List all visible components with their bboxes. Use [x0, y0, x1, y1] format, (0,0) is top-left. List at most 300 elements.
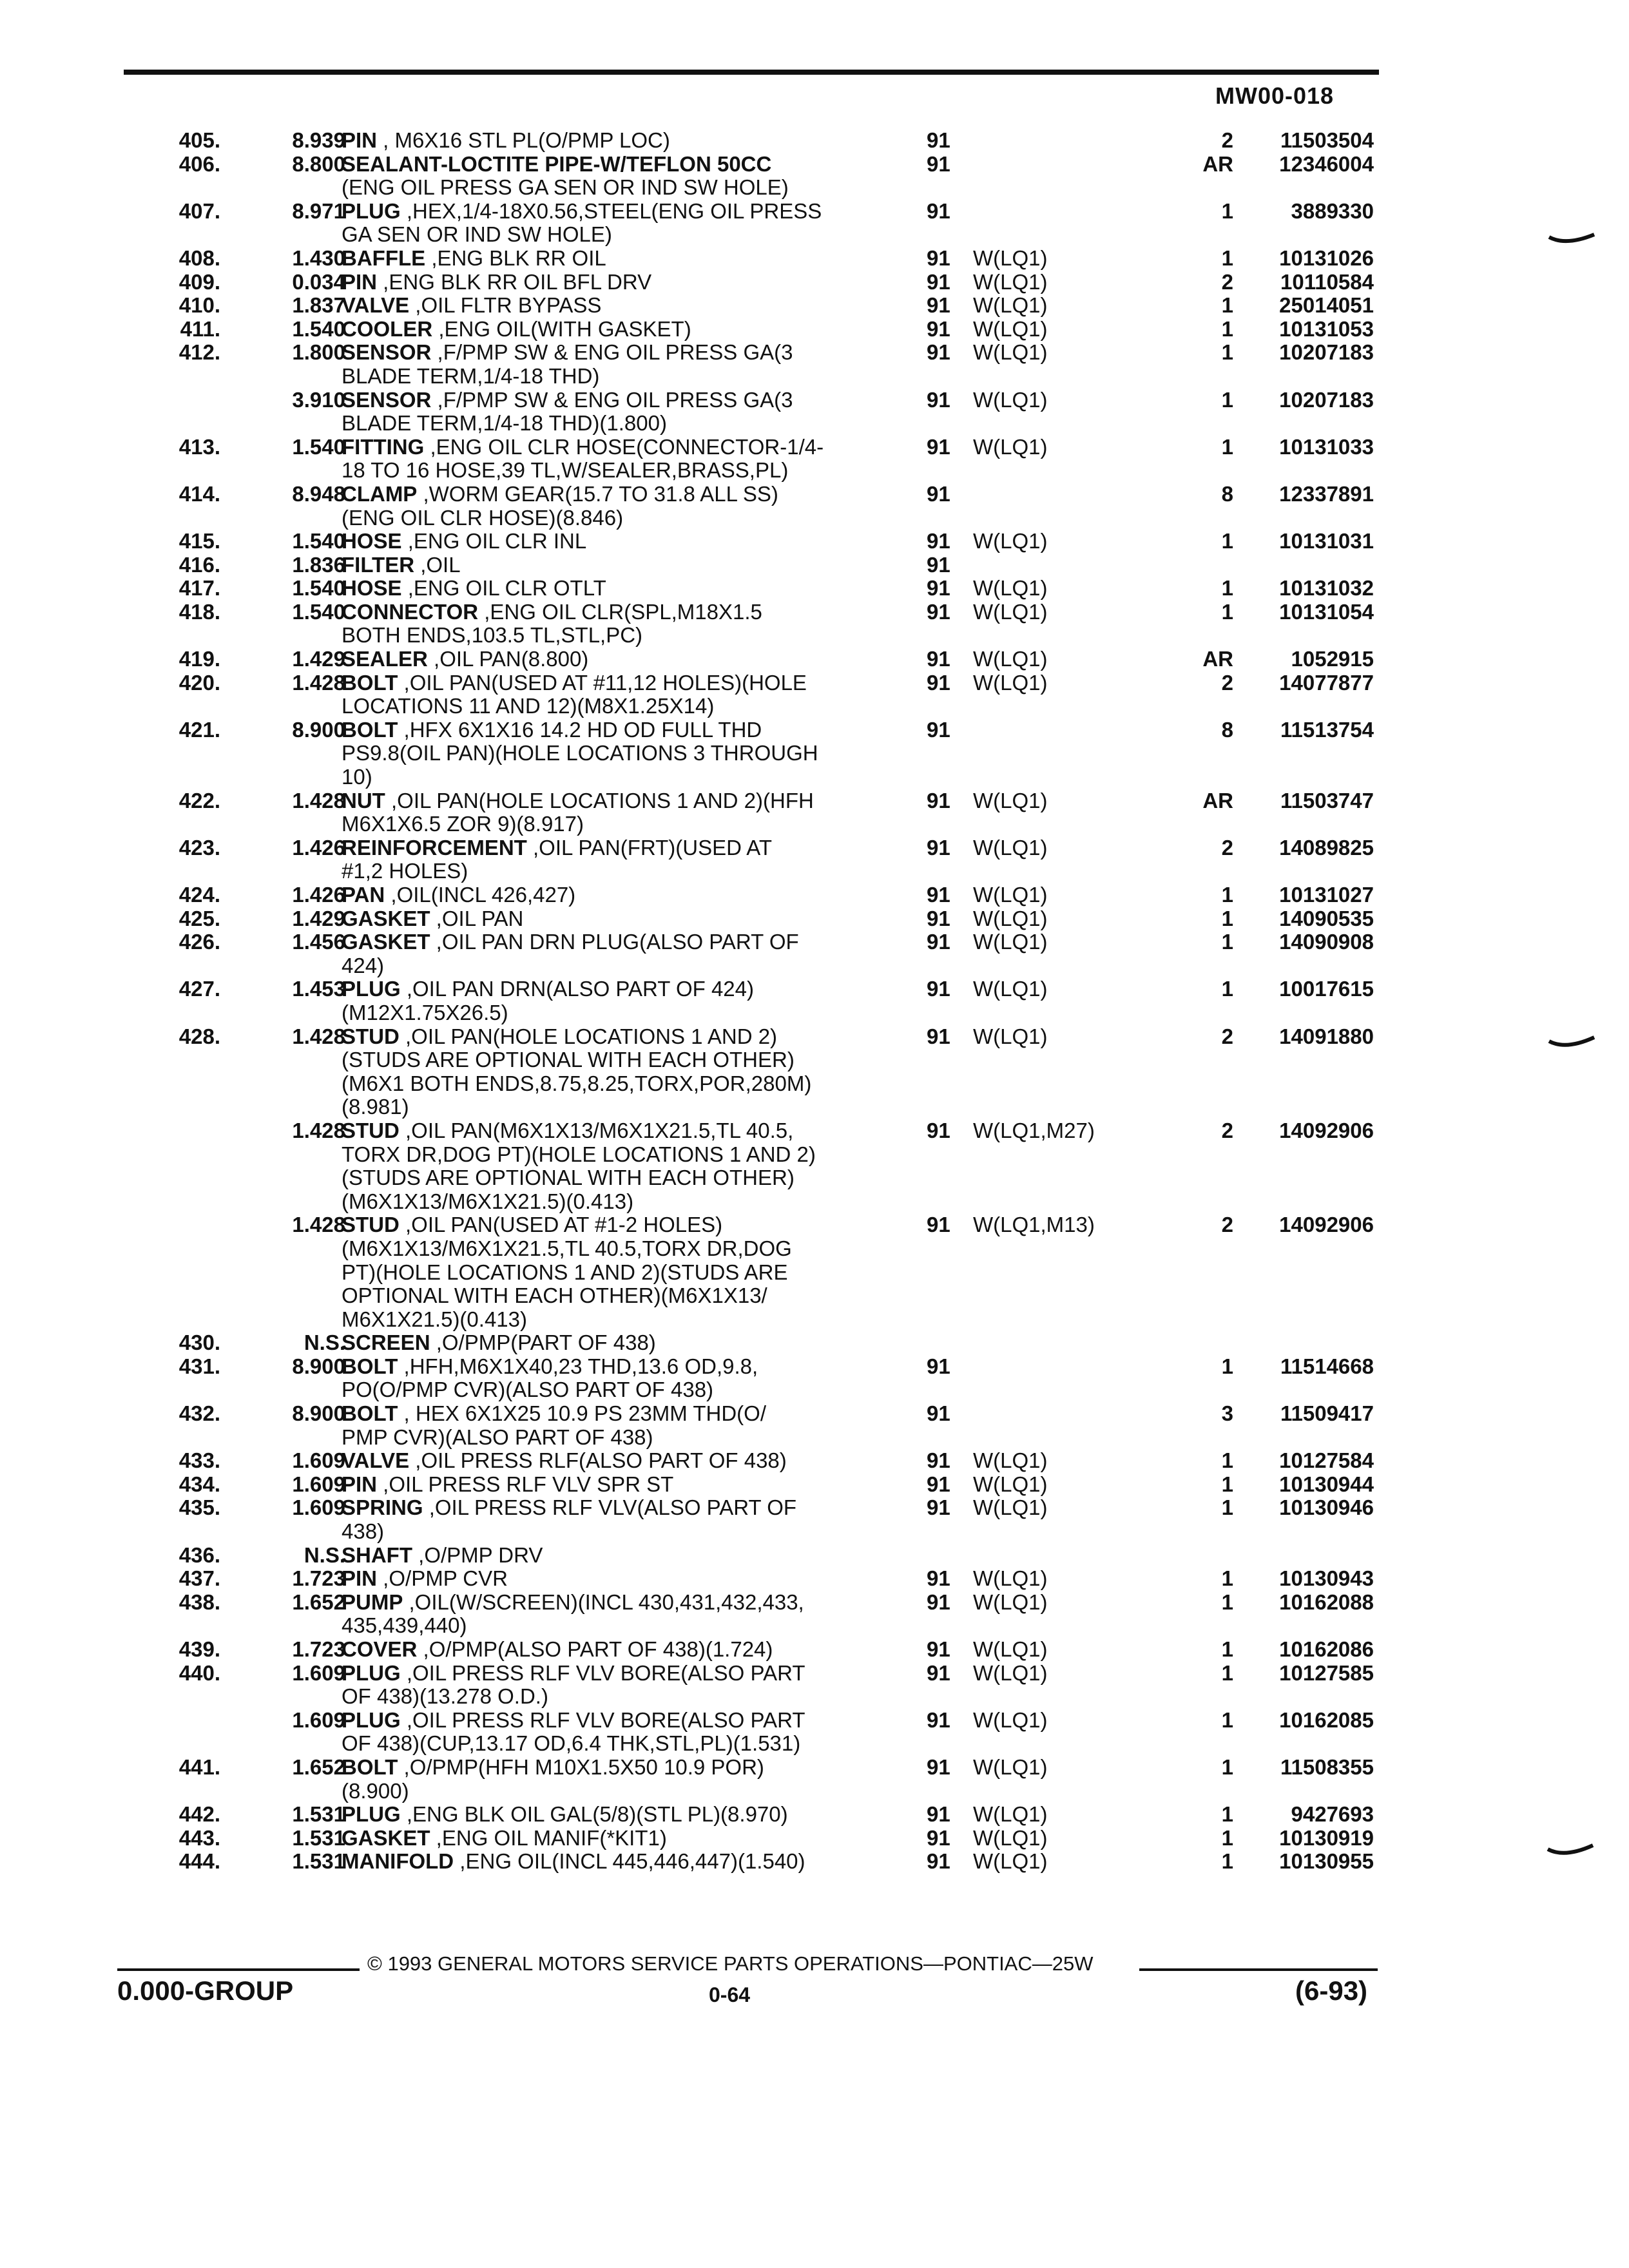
usage-code: W(LQ1)	[973, 1495, 1048, 1520]
item-number: 425.	[178, 906, 220, 930]
parts-entry	[149, 1638, 1374, 1662]
group-number: 1.428	[292, 1118, 345, 1142]
entry-line	[149, 671, 1374, 695]
item-number: 444.	[178, 1849, 220, 1874]
part-name: BOLT	[342, 1354, 398, 1378]
entry-line	[149, 389, 1374, 412]
part-description	[342, 129, 1012, 153]
parts-entry	[149, 271, 1374, 294]
entry-line	[149, 530, 1374, 553]
part-number: 10017615	[1279, 977, 1374, 1001]
margin-mark	[1545, 1838, 1597, 1863]
entry-line	[149, 1827, 1374, 1850]
item-number: 413.	[178, 434, 220, 459]
model-year: 91	[927, 198, 950, 223]
part-description	[342, 883, 1012, 907]
quantity: 2	[1221, 670, 1233, 695]
entry-line	[149, 718, 1374, 742]
part-description	[342, 1567, 1012, 1591]
model-year: 91	[927, 1213, 950, 1237]
group-number: 1.430	[292, 245, 345, 270]
item-number: 411.	[180, 316, 220, 341]
parts-entry	[149, 1803, 1374, 1827]
parts-entry	[149, 1591, 1374, 1638]
model-year: 91	[927, 1590, 950, 1614]
part-name: STUD	[342, 1024, 400, 1048]
group-number: 1.429	[292, 906, 345, 930]
group-number: 1.800	[292, 340, 345, 365]
part-name: PAN	[342, 883, 385, 907]
quantity: 1	[1221, 1495, 1233, 1520]
group-number: 1.723	[292, 1637, 345, 1661]
entry-continuation-line	[149, 1001, 1374, 1025]
part-description-continued: BOTH ENDS,103.5 TL,STL,PC)	[342, 623, 643, 648]
usage-code: W(LQ1)	[973, 316, 1048, 341]
part-description	[342, 907, 1012, 931]
usage-code: W(LQ1)	[973, 1448, 1048, 1473]
parts-entry	[149, 1025, 1374, 1119]
quantity: 1	[1221, 1566, 1233, 1591]
part-description	[342, 1473, 1012, 1497]
part-number: 11503747	[1280, 788, 1374, 812]
model-year: 91	[927, 340, 950, 365]
part-name: PLUG	[342, 198, 401, 223]
item-number: 412.	[178, 340, 220, 365]
entry-line	[149, 294, 1374, 318]
part-description-continued: (M6X1 BOTH ENDS,8.75,8.25,TORX,POR,280M)	[342, 1071, 812, 1095]
part-description	[342, 1496, 1012, 1520]
model-year: 91	[927, 1707, 950, 1732]
part-details: ,ENG OIL CLR(SPL,M18X1.5	[478, 599, 762, 624]
part-name: COVER	[342, 1637, 418, 1661]
group-number: 1.429	[292, 647, 345, 671]
usage-code: W(LQ1)	[973, 387, 1048, 412]
parts-entry	[149, 247, 1374, 271]
parts-entry	[149, 1850, 1374, 1874]
quantity: 1	[1221, 340, 1233, 365]
entry-line	[149, 1756, 1374, 1780]
group-number: N.S.	[304, 1542, 345, 1567]
part-name: PUMP	[342, 1590, 403, 1614]
group-number: 1.540	[292, 316, 345, 341]
usage-code: W(LQ1)	[973, 647, 1048, 671]
part-description	[342, 1449, 1012, 1473]
part-description-continued: OPTIONAL WITH EACH OTHER)(M6X1X13/	[342, 1283, 767, 1308]
entry-continuation-line	[149, 1166, 1374, 1190]
quantity: 1	[1221, 930, 1233, 954]
part-name: BOLT	[342, 1754, 398, 1779]
parts-list	[149, 129, 1374, 1874]
model-year: 91	[927, 128, 950, 152]
item-number: 406.	[178, 151, 220, 176]
part-details: ,O/PMP DRV	[412, 1542, 543, 1567]
item-number: 433.	[178, 1448, 220, 1473]
part-name: GASKET	[342, 930, 430, 954]
entry-line	[149, 930, 1374, 954]
group-number: 8.800	[292, 151, 345, 176]
part-name: SEALANT-LOCTITE PIPE-W/TEFLON 50CC	[342, 151, 772, 176]
parts-entry	[149, 129, 1374, 153]
item-number: 440.	[178, 1660, 220, 1685]
part-number: 14090535	[1279, 906, 1374, 930]
quantity: 1	[1221, 883, 1233, 907]
entry-line	[149, 1496, 1374, 1520]
group-number: 1.609	[292, 1495, 345, 1520]
part-details: ,OIL	[414, 552, 461, 577]
part-description-continued: BLADE TERM,1/4-18 THD)(1.800)	[342, 411, 667, 436]
part-description-continued: M6X1X21.5)(0.413)	[342, 1307, 527, 1331]
entry-line	[149, 271, 1374, 294]
quantity: 8	[1221, 717, 1233, 742]
usage-code: W(LQ1,M27)	[973, 1118, 1095, 1142]
usage-code: W(LQ1)	[973, 1660, 1048, 1685]
item-number: 418.	[178, 599, 220, 624]
parts-entry	[149, 553, 1374, 577]
part-details: ,OIL PAN DRN PLUG(ALSO PART OF	[430, 930, 799, 954]
parts-entry	[149, 1756, 1374, 1803]
item-number: 407.	[178, 198, 220, 223]
part-description	[342, 553, 1012, 577]
item-number: 417.	[178, 576, 220, 601]
part-details: ,ENG BLK OIL GAL(5/8)(STL PL)(8.970)	[400, 1802, 788, 1827]
part-details: ,ENG BLK RR OIL	[425, 245, 606, 270]
group-number: 8.948	[292, 481, 345, 506]
usage-code: W(LQ1)	[973, 1637, 1048, 1661]
part-description	[342, 930, 1012, 954]
group-number: 1.652	[292, 1754, 345, 1779]
entry-continuation-line	[149, 506, 1374, 530]
item-number: 431.	[178, 1354, 220, 1378]
entry-line	[149, 1638, 1374, 1662]
quantity: 2	[1221, 1024, 1233, 1048]
part-number: 10207183	[1279, 387, 1374, 412]
part-name: PIN	[342, 269, 378, 294]
part-name: CONNECTOR	[342, 599, 479, 624]
parts-entry	[149, 1496, 1374, 1543]
model-year: 91	[927, 434, 950, 459]
part-details: ,ENG OIL(INCL 445,446,447)(1.540)	[454, 1849, 805, 1874]
part-description-continued: OF 438)(CUP,13.17 OD,6.4 THK,STL,PL)(1.531)	[342, 1731, 801, 1756]
model-year: 91	[927, 387, 950, 412]
page-number: 0-64	[709, 1983, 751, 2006]
model-year: 91	[927, 1472, 950, 1496]
part-description	[342, 294, 1012, 318]
parts-entry	[149, 1544, 1374, 1568]
part-description	[342, 389, 1012, 412]
entry-line	[149, 789, 1374, 813]
entry-continuation-line	[149, 812, 1374, 836]
item-number: 438.	[178, 1590, 220, 1614]
copyright-notice: © 1993 GENERAL MOTORS SERVICE PARTS OPERATIONS—PONTIAC—25W	[367, 1952, 1094, 1975]
entry-line	[149, 977, 1374, 1001]
model-year: 91	[927, 1566, 950, 1591]
part-name: SENSOR	[342, 340, 432, 365]
part-description-continued: PMP CVR)(ALSO PART OF 438)	[342, 1425, 653, 1449]
part-number: 10130944	[1279, 1472, 1374, 1496]
part-details: ,ENG OIL MANIF(*KIT1)	[430, 1825, 667, 1850]
part-description	[342, 1638, 1012, 1662]
part-details: ,HEX,1/4-18X0.56,STEEL(ENG OIL PRESS	[400, 198, 822, 223]
part-number: 10127585	[1279, 1660, 1374, 1685]
entry-line	[149, 1213, 1374, 1237]
quantity: 1	[1221, 316, 1233, 341]
group-number: 1.453	[292, 977, 345, 1001]
part-description	[342, 1402, 1012, 1426]
parts-entry	[149, 577, 1374, 601]
part-details: ,F/PMP SW & ENG OIL PRESS GA(3	[431, 340, 793, 365]
part-name: PLUG	[342, 977, 401, 1001]
item-number: 435.	[178, 1495, 220, 1520]
part-name: FILTER	[342, 552, 415, 577]
entry-line	[149, 1119, 1374, 1143]
part-details: ,OIL PAN	[430, 906, 524, 930]
usage-code: W(LQ1)	[973, 434, 1048, 459]
entry-line	[149, 1473, 1374, 1497]
entry-continuation-line	[149, 1237, 1374, 1261]
part-description	[342, 977, 1012, 1001]
part-details: ,O/PMP CVR	[377, 1566, 508, 1591]
part-details: ,OIL FLTR BYPASS	[409, 293, 602, 318]
part-number: 14092906	[1279, 1213, 1374, 1237]
item-number: 428.	[178, 1024, 220, 1048]
group-number: 1.609	[292, 1707, 345, 1732]
usage-code: W(LQ1)	[973, 1566, 1048, 1591]
entry-line	[149, 153, 1374, 177]
item-number: 437.	[178, 1566, 220, 1591]
model-year: 91	[927, 788, 950, 812]
part-number: 9427693	[1291, 1802, 1374, 1827]
part-details: ,O/PMP(HFH M10X1.5X50 10.9 POR)	[398, 1754, 764, 1779]
part-description	[342, 1827, 1012, 1850]
quantity: 1	[1221, 576, 1233, 601]
parts-entry	[149, 200, 1374, 247]
quantity: 2	[1221, 1213, 1233, 1237]
part-details: ,ENG OIL(WITH GASKET)	[432, 316, 691, 341]
item-number: 415.	[178, 529, 220, 553]
margin-mark	[1547, 226, 1598, 251]
item-number: 430.	[178, 1331, 220, 1355]
model-year: 91	[927, 1495, 950, 1520]
part-description-continued: 424)	[342, 953, 385, 977]
part-description-continued: OF 438)(13.278 O.D.)	[342, 1684, 548, 1709]
group-number: 1.531	[292, 1849, 345, 1874]
entry-line	[149, 1402, 1374, 1426]
quantity: 1	[1221, 387, 1233, 412]
model-year: 91	[927, 883, 950, 907]
part-description-continued: TORX DR,DOG PT)(HOLE LOCATIONS 1 AND 2)	[342, 1142, 816, 1166]
parts-entry	[149, 294, 1374, 318]
part-details: ,ENG OIL CLR OTLT	[401, 576, 606, 601]
part-description	[342, 200, 1012, 224]
entry-line	[149, 1591, 1374, 1615]
quantity: 1	[1221, 1825, 1233, 1850]
part-details: ,OIL PAN DRN(ALSO PART OF 424)	[400, 977, 754, 1001]
entry-continuation-line	[149, 1048, 1374, 1072]
usage-code: W(LQ1)	[973, 1849, 1048, 1874]
part-details: ,ENG OIL CLR HOSE(CONNECTOR-1/4-	[424, 434, 824, 459]
parts-entry	[149, 318, 1374, 341]
part-number: 10131026	[1279, 245, 1374, 270]
part-details: ,OIL PAN(USED AT #1-2 HOLES)	[399, 1213, 723, 1237]
entry-line	[149, 1544, 1374, 1568]
part-details: ,ENG OIL CLR INL	[401, 529, 587, 553]
part-description-continued: 435,439,440)	[342, 1613, 467, 1638]
part-description	[342, 1544, 1012, 1568]
item-number: 421.	[178, 717, 220, 742]
part-description	[342, 789, 1012, 813]
part-number: 10162086	[1279, 1637, 1374, 1661]
entry-continuation-line	[149, 1520, 1374, 1544]
usage-code: W(LQ1)	[973, 1707, 1048, 1732]
part-number: 10130919	[1279, 1825, 1374, 1850]
part-description-continued: PS9.8(OIL PAN)(HOLE LOCATIONS 3 THROUGH	[342, 741, 818, 765]
model-year: 91	[927, 977, 950, 1001]
quantity: 1	[1221, 1354, 1233, 1378]
part-description-continued: (8.900)	[342, 1778, 409, 1803]
part-name: BOLT	[342, 717, 398, 742]
part-number: 14092906	[1279, 1118, 1374, 1142]
part-name: BOLT	[342, 1401, 398, 1426]
parts-entry	[149, 718, 1374, 789]
quantity: 1	[1221, 1754, 1233, 1779]
parts-entry	[149, 671, 1374, 718]
group-number: 3.910	[292, 387, 345, 412]
entry-continuation-line	[149, 695, 1374, 718]
usage-code: W(LQ1)	[973, 293, 1048, 318]
part-description-continued: GA SEN OR IND SW HOLE)	[342, 222, 612, 247]
entry-line	[149, 601, 1374, 624]
parts-entry	[149, 1355, 1374, 1402]
quantity: AR	[1202, 788, 1233, 812]
entry-continuation-line	[149, 1308, 1374, 1332]
part-description	[342, 648, 1012, 671]
part-details: ,OIL PAN(8.800)	[427, 647, 589, 671]
part-name: PLUG	[342, 1802, 401, 1827]
part-number: 10127584	[1279, 1448, 1374, 1473]
part-description	[342, 247, 1012, 271]
part-details: ,OIL PRESS RLF VLV SPR ST	[377, 1472, 674, 1496]
group-number: 1.428	[292, 1024, 345, 1048]
item-number: 408.	[178, 245, 220, 270]
entry-continuation-line	[149, 954, 1374, 978]
part-details: ,OIL PAN(FRT)(USED AT	[526, 835, 772, 860]
parts-entry	[149, 1827, 1374, 1850]
model-year: 91	[927, 1401, 950, 1426]
entry-continuation-line	[149, 365, 1374, 389]
group-number: 8.900	[292, 1354, 345, 1378]
parts-entry	[149, 836, 1374, 883]
entry-line	[149, 1662, 1374, 1686]
model-year: 91	[927, 316, 950, 341]
part-details: , M6X16 STL PL(O/PMP LOC)	[377, 128, 670, 152]
model-year: 91	[927, 552, 950, 577]
part-details: ,OIL PAN(M6X1X13/M6X1X21.5,TL 40.5,	[399, 1118, 794, 1142]
part-name: VALVE	[342, 1448, 410, 1473]
model-year: 91	[927, 529, 950, 553]
quantity: 8	[1221, 481, 1233, 506]
part-number: 12346004	[1279, 151, 1374, 176]
entry-continuation-line	[149, 1685, 1374, 1709]
item-number: 439.	[178, 1637, 220, 1661]
entry-line	[149, 577, 1374, 601]
part-details: ,OIL PRESS RLF(ALSO PART OF 438)	[409, 1448, 787, 1473]
entry-continuation-line	[149, 1261, 1374, 1285]
quantity: 1	[1221, 1660, 1233, 1685]
revision-date: (6-93)	[1295, 1975, 1368, 2006]
group-number: 1.540	[292, 434, 345, 459]
item-number: 420.	[178, 670, 220, 695]
part-description	[342, 1331, 1012, 1355]
part-description	[342, 318, 1012, 341]
part-description-continued: PT)(HOLE LOCATIONS 1 AND 2)(STUDS ARE	[342, 1260, 788, 1284]
model-year: 91	[927, 599, 950, 624]
part-description-continued: (ENG OIL PRESS GA SEN OR IND SW HOLE)	[342, 175, 789, 200]
part-details: ,OIL PRESS RLF VLV BORE(ALSO PART	[400, 1707, 805, 1732]
part-description	[342, 1591, 1012, 1615]
item-number: 414.	[178, 481, 220, 506]
entry-line	[149, 200, 1374, 224]
parts-entry	[149, 1119, 1374, 1213]
entry-line	[149, 1567, 1374, 1591]
part-number: 10110584	[1280, 269, 1374, 294]
entry-continuation-line	[149, 1072, 1374, 1096]
entry-continuation-line	[149, 1378, 1374, 1402]
entry-continuation-line	[149, 1732, 1374, 1756]
parts-entry	[149, 1709, 1374, 1756]
part-description	[342, 153, 1012, 177]
part-number: 11503504	[1280, 128, 1374, 152]
quantity: 2	[1221, 1118, 1233, 1142]
part-number: 14077877	[1279, 670, 1374, 695]
quantity: 1	[1221, 434, 1233, 459]
quantity: 1	[1221, 1707, 1233, 1732]
entry-line	[149, 318, 1374, 341]
group-number: 1.540	[292, 529, 345, 553]
part-name: SCREEN	[342, 1331, 430, 1355]
model-year: 91	[927, 647, 950, 671]
entry-continuation-line	[149, 176, 1374, 200]
group-number: 1.609	[292, 1472, 345, 1496]
model-year: 91	[927, 245, 950, 270]
parts-entry	[149, 1567, 1374, 1591]
part-name: COOLER	[342, 316, 433, 341]
part-name: FITTING	[342, 434, 425, 459]
item-number: 426.	[178, 930, 220, 954]
group-number: 1.836	[292, 552, 345, 577]
model-year: 91	[927, 1024, 950, 1048]
entry-continuation-line	[149, 1426, 1374, 1450]
entry-continuation-line	[149, 1190, 1374, 1214]
part-name: VALVE	[342, 293, 410, 318]
part-details: ,WORM GEAR(15.7 TO 31.8 ALL SS)	[417, 481, 778, 506]
part-description	[342, 1709, 1012, 1733]
parts-entry	[149, 341, 1374, 388]
part-number: 25014051	[1279, 293, 1374, 318]
part-name: SPRING	[342, 1495, 423, 1520]
part-details: ,OIL PAN(USED AT #11,12 HOLES)(HOLE	[398, 670, 807, 695]
parts-entry	[149, 883, 1374, 907]
group-number: 1.531	[292, 1802, 345, 1827]
quantity: 1	[1221, 1637, 1233, 1661]
group-number: N.S.	[304, 1331, 345, 1355]
part-description-continued: BLADE TERM,1/4-18 THD)	[342, 363, 600, 388]
part-number: 14089825	[1279, 835, 1374, 860]
part-description-continued: 10)	[342, 765, 372, 789]
quantity: 1	[1221, 529, 1233, 553]
group-number: 1.837	[292, 293, 345, 318]
item-number: 405.	[178, 128, 220, 152]
model-year: 91	[927, 835, 950, 860]
